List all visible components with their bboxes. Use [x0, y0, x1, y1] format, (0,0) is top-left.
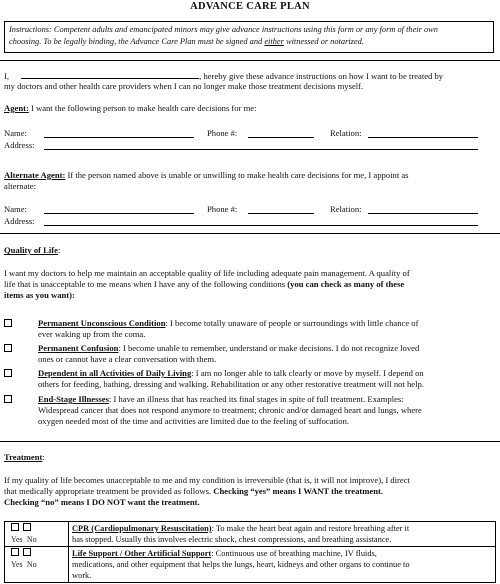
checkbox-cpr-yes[interactable]	[11, 523, 19, 531]
quality-item	[4, 343, 494, 367]
intro-text: , hereby give these advance instructions on how I want to be treated by	[199, 71, 444, 81]
table-row	[5, 522, 496, 547]
treatment-desc-line-2: medications, and other equipment that helps the lungs, heart, kidneys and other organs to continue to	[72, 560, 410, 569]
no-label: No	[26, 560, 37, 569]
agent-name-field[interactable]	[44, 129, 194, 138]
quality-item-desc: : I am no longer able to talk clearly or move by myself. I depend on	[191, 368, 424, 378]
quality-para-line-3: items as you want):	[4, 290, 75, 300]
treatment-desc-line-3: work.	[72, 571, 92, 580]
instructions-text: choosing. To be legally binding, the Advance Care Plan must be signed and	[9, 37, 263, 46]
quality-para-line-2	[4, 279, 498, 290]
quality-item-desc-line-2: others for feeding, bathing, dressing and walking. Rehabilitation or any other restorative treatment will not help.	[38, 379, 424, 389]
instructions-line-2	[9, 36, 489, 48]
treatment-term: CPR (Cardiopulmonary Resuscitation)	[72, 524, 212, 533]
agent-address-field[interactable]	[44, 141, 478, 150]
instructions-box	[4, 21, 494, 53]
divider	[0, 233, 500, 234]
treatment-desc-cell	[69, 522, 496, 547]
treatment-table	[4, 521, 496, 583]
quality-item-term: Dependent in all Activities of Daily Living	[38, 368, 192, 378]
quality-item-desc: : I have an illness that has reached its final stages in spite of full treatment. Examples:	[108, 394, 404, 404]
treatment-desc-line-2: has stopped. Usually this involves electric shock, chest compressions, and breathing assistance.	[72, 535, 392, 544]
intro-line-2: my doctors and other health care providers when I can no longer make those treatment decisions myself.	[4, 81, 364, 91]
quality-item-desc-line-2: ones or cannot have a clear conversation with them.	[38, 354, 217, 364]
alt-agent-heading: Alternate Agent:	[4, 170, 66, 180]
alt-agent-phone-label: Phone #:	[207, 204, 238, 214]
agent-heading: Agent:	[4, 103, 29, 113]
agent-relation-label: Relation:	[330, 128, 362, 138]
treatment-desc: : To make the heart beat again and restore breathing after it	[211, 524, 410, 533]
checkbox-permanent-unconscious[interactable]	[4, 319, 12, 327]
alt-agent-relation-field[interactable]	[368, 205, 478, 214]
quality-item-desc: : I become totally unaware of people or surroundings with little chance of	[165, 318, 419, 328]
yes-no-cell	[5, 547, 69, 583]
quality-item-term: Permanent Unconscious Condition	[38, 318, 166, 328]
yes-label: Yes	[11, 560, 23, 569]
checkbox-permanent-confusion[interactable]	[4, 344, 12, 352]
divider	[0, 60, 500, 61]
quality-item-term: End-Stage Illnesses	[38, 394, 109, 404]
quality-item-text	[38, 368, 498, 379]
treatment-desc-cell	[69, 547, 496, 583]
quality-colon: :	[57, 245, 61, 255]
instructions-either: either	[264, 37, 284, 46]
treatment-para-line-2	[4, 486, 498, 497]
quality-item-desc-line-2: ever waking up from the coma.	[38, 329, 146, 339]
alt-agent-name-field[interactable]	[44, 205, 194, 214]
quality-item-desc-line-2: Widespread cancer that does not respond anymore to treatment; chronic and/or damaged heart and lungs, where	[38, 405, 422, 415]
quality-para-bold: (you can check as many of these	[287, 279, 405, 289]
checkbox-cpr-no[interactable]	[23, 523, 31, 531]
quality-item-term: Permanent Confusion	[38, 343, 119, 353]
instructions-text-end: witnessed or notarized.	[285, 37, 364, 46]
alt-agent-name-label: Name:	[4, 204, 27, 214]
treatment-colon: :	[42, 452, 45, 462]
checkbox-end-stage-illness[interactable]	[4, 395, 12, 403]
quality-item	[4, 318, 494, 342]
agent-address-label: Address:	[4, 140, 35, 150]
declarant-name-field[interactable]	[21, 70, 199, 79]
quality-item-desc: : I become unable to remember, understand or make decisions. I do not recognize loved	[118, 343, 420, 353]
quality-item	[4, 394, 494, 430]
quality-heading: Quality of Life	[4, 245, 58, 255]
alt-agent-address-field[interactable]	[44, 217, 478, 226]
divider	[0, 441, 500, 442]
intro-i: I,	[4, 71, 10, 81]
alt-agent-address-label: Address:	[4, 216, 35, 226]
quality-item-desc-line-3: oxygen needed most of the time and activities are limited due to the feeling of suffocation.	[38, 416, 350, 426]
yes-no-cell	[5, 522, 69, 547]
alt-agent-text: If the person named above is unable or unwilling to make health care decisions for me, I appoint as	[65, 170, 409, 180]
checkbox-life-support-no[interactable]	[23, 548, 31, 556]
treatment-term: Life Support / Other Artificial Support	[72, 549, 212, 558]
treatment-desc: : Continuous use of breathing machine, IV fluids,	[211, 549, 377, 558]
alt-agent-text-line-2: alternate:	[4, 181, 36, 191]
alt-agent-relation-label: Relation:	[330, 204, 362, 214]
table-row	[5, 547, 496, 583]
treatment-heading-line	[4, 452, 45, 463]
treatment-para-bold: Checking “yes” means I WANT the treatment.	[213, 486, 384, 496]
quality-para-text: life that is unacceptable to me means when I have any of the following conditions	[4, 279, 288, 289]
checkbox-dependent-daily-living[interactable]	[4, 369, 12, 377]
page-title: ADVANCE CARE PLAN	[190, 1, 310, 12]
quality-heading-line	[4, 245, 60, 256]
quality-item	[4, 368, 494, 392]
quality-item-text	[38, 318, 498, 329]
quality-para-line-1: I want my doctors to help me maintain an acceptable quality of life including adequate pain management. A quality of	[4, 268, 410, 278]
agent-phone-field[interactable]	[248, 129, 314, 138]
treatment-para-line-1: If my quality of life becomes unacceptable to me and my condition is irreversible (that is, it will not improve), I direct	[4, 475, 410, 485]
treatment-para-text: that medically appropriate treatment be provided as follows.	[4, 486, 214, 496]
no-label: No	[26, 535, 37, 544]
treatment-para-line-3: Checking “no” means I DO NOT want the treatment.	[4, 497, 200, 507]
agent-phone-label: Phone #:	[207, 128, 238, 138]
agent-heading-line	[4, 103, 498, 114]
agent-name-label: Name:	[4, 128, 27, 138]
agent-relation-field[interactable]	[368, 129, 478, 138]
quality-item-text	[38, 394, 498, 405]
quality-item-text	[38, 343, 498, 354]
agent-text: I want the following person to make health care decisions for me:	[28, 103, 257, 113]
alt-agent-heading-line	[4, 170, 498, 181]
treatment-heading: Treatment	[4, 452, 43, 462]
alt-agent-phone-field[interactable]	[248, 205, 314, 214]
checkbox-life-support-yes[interactable]	[11, 548, 19, 556]
yes-label: Yes	[11, 535, 23, 544]
instructions-line-1: Instructions: Competent adults and emancipated minors may give advance instructions using this form or any form of their own	[9, 25, 438, 34]
